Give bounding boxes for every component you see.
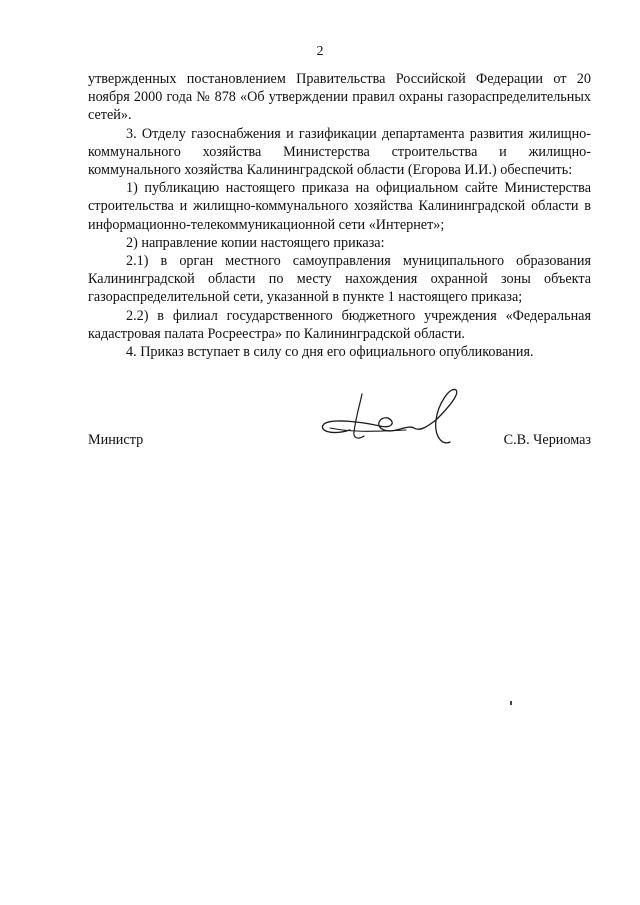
handwritten-signature xyxy=(310,386,470,456)
page-number: 2 xyxy=(316,44,324,59)
paragraph-item-4: 4. Приказ вступает в силу со дня его официального опубликования. xyxy=(126,344,534,361)
paragraph-continuation: утвержденных постановлением Правительства Российской Федерации от 20 ноября 2000 года № 878 «Об утверждении правил охраны газораспределительных сетей». xyxy=(88,71,591,124)
paragraph-item-3: 3. Отделу газоснабжения и газификации департамента развития жилищно-коммунального хозяйства Министерства строительства и жилищно-коммунального хозяйства Калининградской области (Егорова И.И.) обеспечить: xyxy=(88,125,591,179)
paragraph-item-3-2-2: 2.2) в филиал государственного бюджетного учреждения «Федеральная кадастровая палата Росреестра» по Калининградской области. xyxy=(88,307,591,342)
paragraph-item-3-2-1: 2.1) в орган местного самоуправления муниципального образования Калининградской области по месту нахождения охранной зоны объекта газораспределительной сети, указанной в пункте 1 настоящего приказа; xyxy=(88,253,591,306)
signatory-name: С.В. Чериомаз xyxy=(503,432,591,448)
paragraph-item-3-1: 1) публикацию настоящего приказа на официальном сайте Министерства строительства и жилищно-коммунального хозяйства Калининградской области в информационно-телекоммуникационной сети «Интернет»; xyxy=(88,180,591,233)
paragraph-item-3-2: 2) направление копии настоящего приказа: xyxy=(126,234,385,251)
signatory-title: Министр xyxy=(88,432,144,448)
signature-block xyxy=(88,386,591,466)
document-body xyxy=(88,70,591,361)
scan-speck xyxy=(510,701,512,705)
